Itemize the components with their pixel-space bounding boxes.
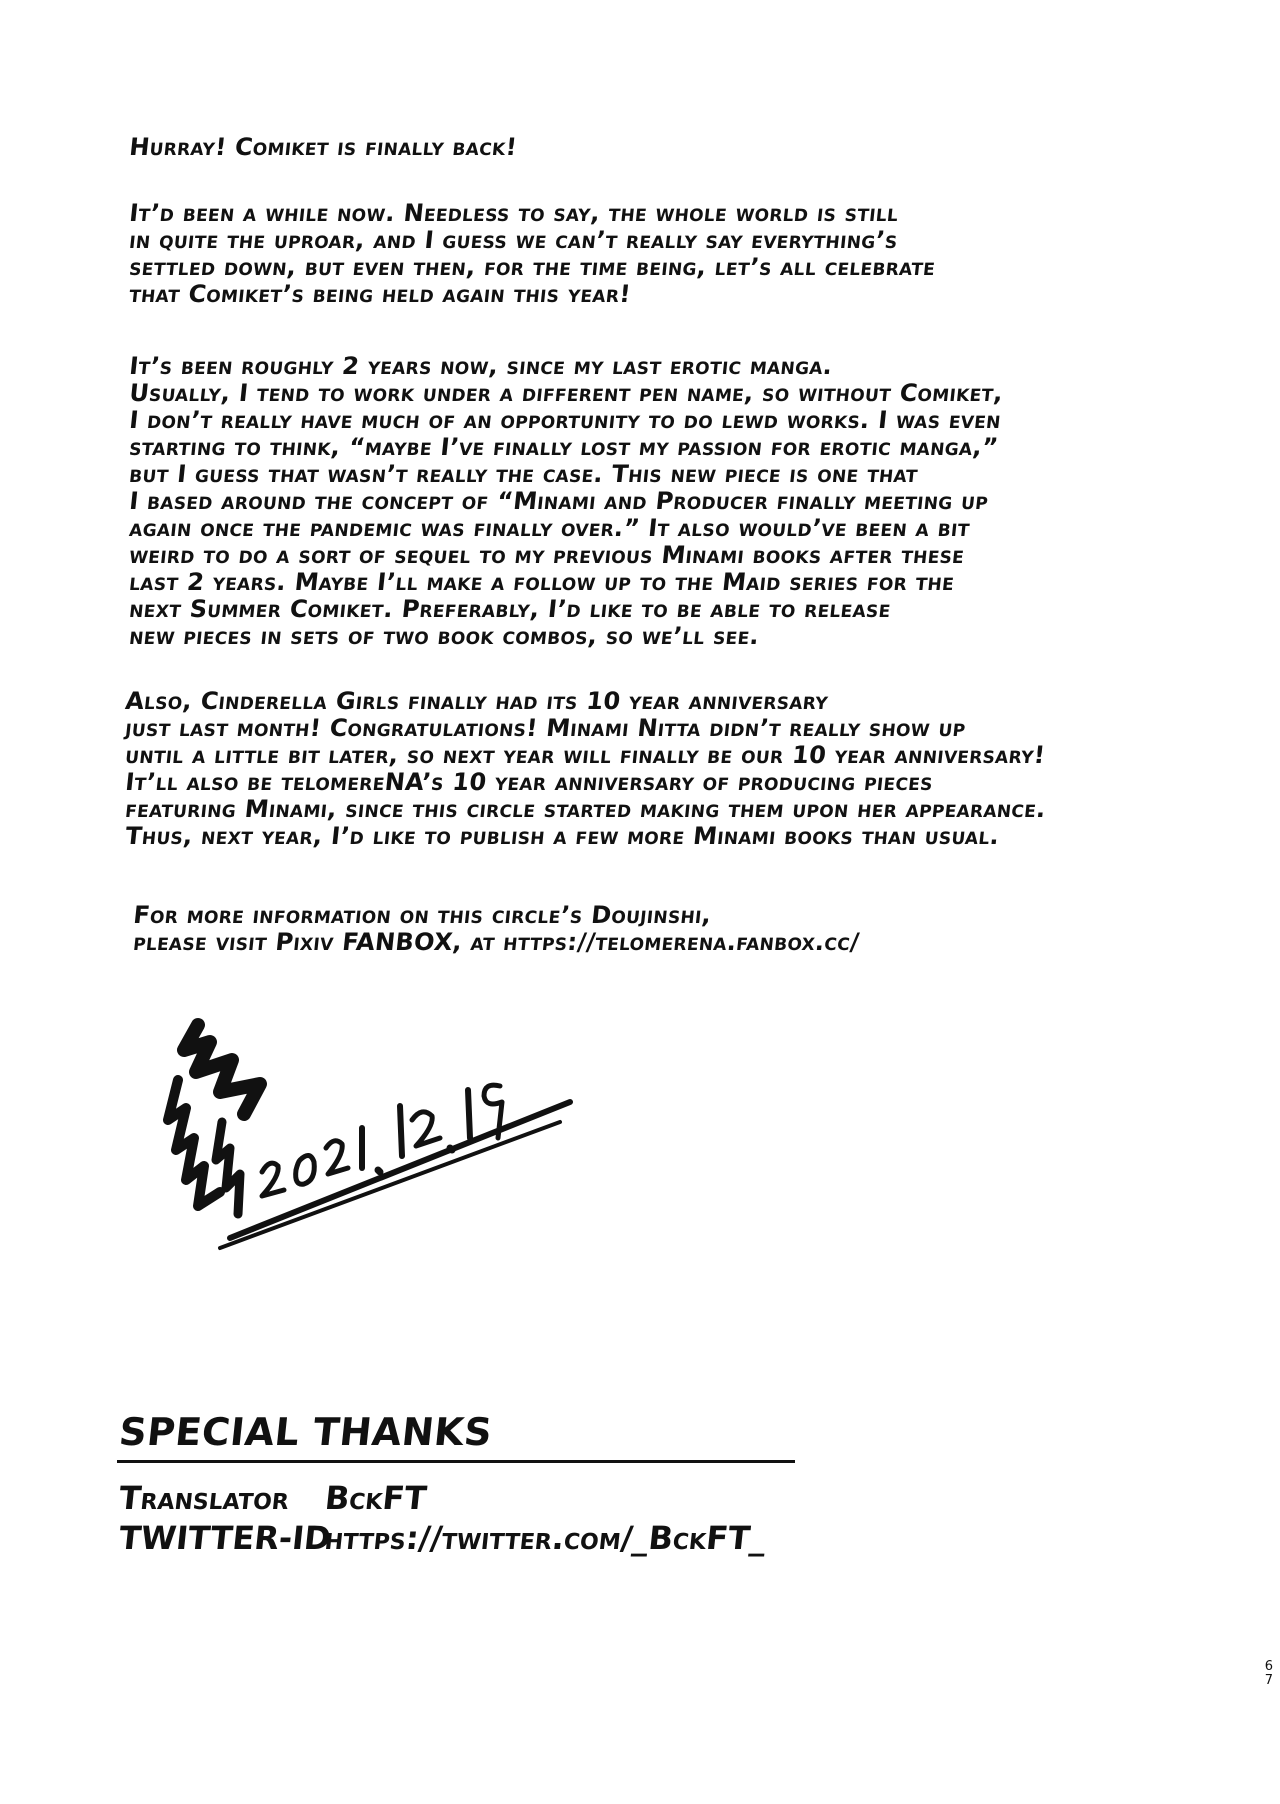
text-line: that Comiket’s being held again this year! bbox=[128, 280, 633, 308]
text-line: I don’t really have much of an opportunity to do lewd works. I was even bbox=[128, 406, 1003, 434]
credits-list bbox=[117, 1478, 768, 1558]
afterword-paragraph-1 bbox=[128, 134, 1088, 161]
text-line: but I guess that wasn’t really the case. This new piece is one that bbox=[128, 460, 920, 488]
text-line: until a little bit later, so next year will finally be our 10 year anniversary! bbox=[124, 741, 1047, 769]
text-line: It’d been a while now. Needless to say, the whole world is still bbox=[128, 199, 900, 227]
text-line: again once the pandemic was finally over.” It also would’ve been a bit bbox=[128, 514, 972, 542]
text-line: please visit Pixiv FANBOX, at https://telomerena.fanbox.cc/ bbox=[132, 928, 861, 956]
signature-image bbox=[150, 1010, 590, 1260]
text-line: It’s been roughly 2 years now, since my last erotic manga. bbox=[128, 352, 834, 380]
text-line: Also, Cinderella Girls finally had its 10 year anniversary bbox=[124, 687, 830, 715]
text-line: For more information on this circle’s Doujinshi, bbox=[132, 901, 713, 929]
text-line: starting to think, “maybe I’ve finally lost my passion for erotic manga,” bbox=[128, 433, 1000, 461]
special-thanks-title: SPECIAL THANKS bbox=[117, 1410, 495, 1454]
afterword-paragraph-3 bbox=[128, 353, 1088, 650]
credit-value: BckFT bbox=[323, 1479, 429, 1517]
text-line: last 2 years. Maybe I’ll make a follow up to the Maid series for the bbox=[128, 568, 956, 596]
text-line: settled down, but even then, for the time being, let’s all celebrate bbox=[128, 253, 937, 281]
special-thanks-section bbox=[117, 1410, 817, 1454]
text-line: just last month! Congratulations! Minami Nitta didn’t really show up bbox=[124, 714, 968, 742]
signature-date: 2021.12.19 bbox=[150, 1010, 156, 1011]
text-line: new pieces in sets of two book combos, so we’ll see. bbox=[128, 622, 761, 650]
credit-row-twitter-id bbox=[117, 1518, 768, 1558]
page-number bbox=[1265, 1660, 1273, 1688]
text-line: Hurray! Comiket is finally back! bbox=[128, 133, 519, 161]
page-number-digit: 7 bbox=[1264, 1673, 1273, 1688]
text-line: It’ll also be telomereNA’s 10 year anniversary of producing pieces bbox=[124, 768, 935, 796]
credit-label: TWITTER-ID bbox=[117, 1519, 333, 1557]
text-line: weird to do a sort of sequel to my previous Minami books after these bbox=[128, 541, 966, 569]
afterword-paragraph-5 bbox=[132, 902, 1092, 956]
text-line: Usually, I tend to work under a different pen name, so without Comiket, bbox=[128, 379, 1005, 407]
text-line: in quite the uproar, and I guess we can’t really say everything’s bbox=[128, 226, 900, 254]
text-line: next Summer Comiket. Preferably, I’d like to be able to release bbox=[128, 595, 893, 623]
text-line: featuring Minami, since this circle started making them upon her appearance. bbox=[124, 795, 1048, 823]
text-line: Thus, next year, I’d like to publish a few more Minami books than usual. bbox=[124, 822, 1001, 850]
special-thanks-divider bbox=[117, 1460, 795, 1463]
page-number-digit: 6 bbox=[1264, 1659, 1273, 1674]
text-line: I based around the concept of “Minami and Producer finally meeting up bbox=[128, 487, 990, 515]
credit-label: Translator bbox=[117, 1479, 292, 1517]
afterword-paragraph-2 bbox=[128, 200, 1088, 308]
credit-value: https://twitter.com/_BckFT_ bbox=[323, 1519, 768, 1557]
afterword-paragraph-4 bbox=[124, 688, 1084, 850]
credit-row-translator bbox=[117, 1478, 768, 1518]
